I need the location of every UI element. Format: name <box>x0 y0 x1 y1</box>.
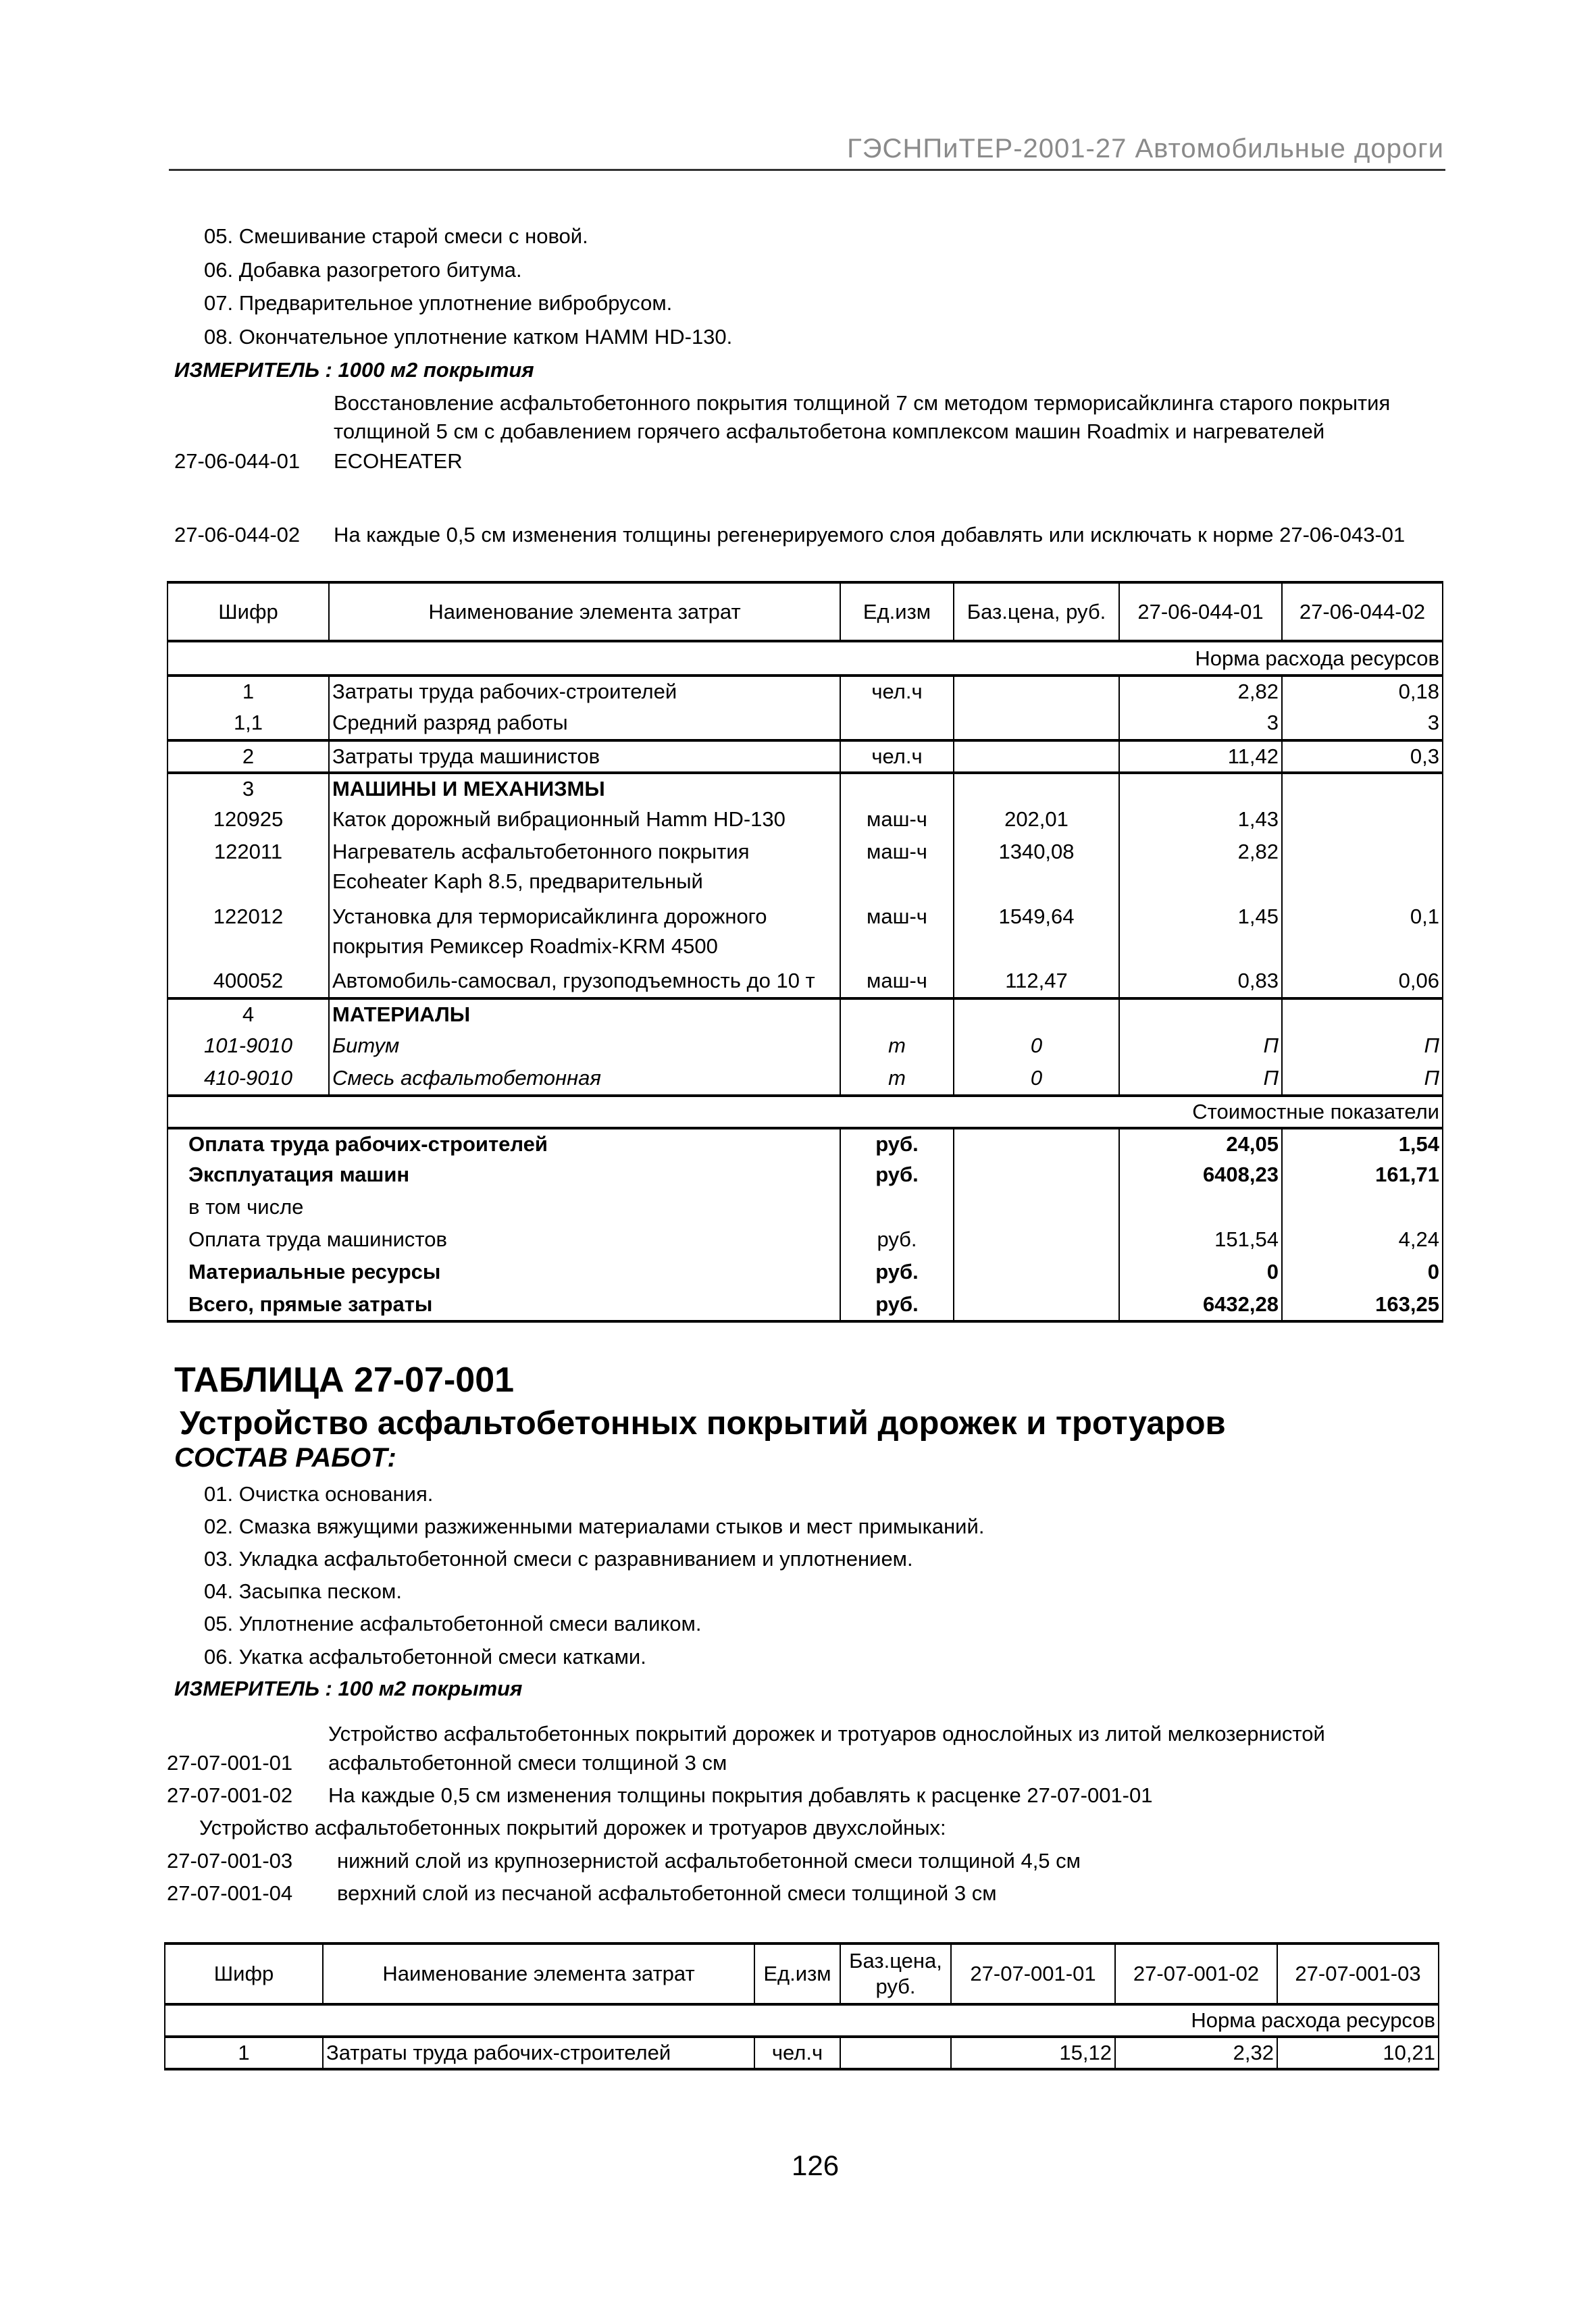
work-item: 04. Засыпка песком. <box>204 1579 402 1603</box>
norm-code: 27-07-001-01 <box>167 1751 293 1775</box>
row-base-price <box>954 676 1119 708</box>
row-name <box>329 1063 840 1096</box>
header-rule <box>169 169 1445 171</box>
row-name-line: покрытия Ремиксер Roadmix-KRM 4500 <box>332 934 718 958</box>
page-number: 126 <box>792 2150 840 2181</box>
row-value-27-07-001-02: 2,32 <box>1115 2037 1277 2069</box>
norm-code: 27-07-001-03 <box>167 1849 293 1873</box>
row-name <box>329 676 840 708</box>
cost-row <box>168 1257 1443 1290</box>
row-unit <box>840 998 954 1031</box>
column-header: 27-07-001-01 <box>951 1943 1115 2004</box>
row-unit <box>840 708 954 740</box>
table-row <box>168 676 1443 708</box>
row-name-line: Ecoheater Kaph 8.5, предварительный <box>332 869 703 894</box>
row-value-27-06-044-02 <box>1282 837 1443 902</box>
cost-value-27-06-044-02: 163,25 <box>1282 1290 1443 1322</box>
row-value-27-06-044-02: П <box>1282 1031 1443 1063</box>
cost-value-27-06-044-02: 1,54 <box>1282 1128 1443 1161</box>
row-name-line: МАШИНЫ И МЕХАНИЗМЫ <box>332 776 605 800</box>
row-base-price: 0 <box>954 1031 1119 1063</box>
cost-base-price <box>954 1290 1119 1322</box>
norm-description: асфальтобетонной смеси толщиной 3 см <box>328 1751 727 1775</box>
cost-row <box>168 1290 1443 1322</box>
cost-value-27-06-044-01: 6408,23 <box>1119 1160 1282 1192</box>
norma-label: Норма расхода ресурсов <box>165 2004 1439 2037</box>
row-base-price: 0 <box>954 1063 1119 1096</box>
row-value-27-06-044-01: 1,43 <box>1119 805 1282 837</box>
row-value-27-06-044-02: 0,18 <box>1282 676 1443 708</box>
row-code: 122011 <box>168 837 329 902</box>
running-header: ГЭСНПиТЕР-2001-27 Автомобильные дороги <box>847 134 1444 163</box>
table-subtitle: Устройство асфальтобетонных покрытий дорожек и тротуаров <box>180 1405 1226 1442</box>
row-value-27-06-044-01: 1,45 <box>1119 902 1282 967</box>
meter-label: ИЗМЕРИТЕЛЬ : 100 м2 покрытия <box>174 1677 523 1700</box>
table-body <box>165 1943 1439 2069</box>
row-base-price: 1549,64 <box>954 902 1119 967</box>
cost-value-27-06-044-01: 24,05 <box>1119 1128 1282 1161</box>
row-value-27-07-001-03: 10,21 <box>1277 2037 1439 2069</box>
row-value-27-06-044-01: 2,82 <box>1119 676 1282 708</box>
cost-name: Всего, прямые затраты <box>168 1290 840 1322</box>
row-base-price <box>954 998 1119 1031</box>
resource-table-27-07-001 <box>164 1942 1439 2070</box>
norm-description: Устройство асфальтобетонных покрытий дорожек и тротуаров двухслойных: <box>199 1816 946 1839</box>
row-unit: чел.ч <box>754 2037 840 2069</box>
row-value-27-06-044-02: П <box>1282 1063 1443 1096</box>
row-code: 1 <box>165 2037 323 2069</box>
row-value-27-06-044-02: 0,1 <box>1282 902 1443 967</box>
cost-name: Материальные ресурсы <box>168 1257 840 1290</box>
cost-row <box>168 1160 1443 1192</box>
row-base-price <box>954 740 1119 773</box>
table-row <box>168 805 1443 837</box>
table-row <box>168 998 1443 1031</box>
row-base-price: 1340,08 <box>954 837 1119 902</box>
column-header: 27-06-044-01 <box>1119 582 1282 641</box>
norm-description: Устройство асфальтобетонных покрытий дорожек и тротуаров однослойных из литой мелкозернистой <box>328 1722 1325 1746</box>
cost-value-27-06-044-02: 4,24 <box>1282 1225 1443 1257</box>
row-unit <box>840 773 954 805</box>
work-item: 06. Добавка разогретого битума. <box>204 258 522 282</box>
cost-base-price <box>954 1257 1119 1290</box>
table-row <box>168 773 1443 805</box>
row-name <box>329 837 840 902</box>
cost-name: Оплата труда рабочих-строителей <box>168 1128 840 1161</box>
column-header: Ед.изм <box>840 582 954 641</box>
table-row <box>168 1063 1443 1096</box>
column-header: Шифр <box>165 1943 323 2004</box>
row-value-27-06-044-01: 0,83 <box>1119 966 1282 998</box>
cost-name: Оплата труда машинистов <box>168 1225 840 1257</box>
row-value-27-06-044-02 <box>1282 998 1443 1031</box>
row-unit: маш-ч <box>840 902 954 967</box>
row-name-line: Автомобиль-самосвал, грузоподъемность до 10 т <box>332 969 815 993</box>
row-value-27-06-044-02 <box>1282 805 1443 837</box>
row-value-27-07-001-01: 15,12 <box>951 2037 1115 2069</box>
row-name-line: МАТЕРИАЛЫ <box>332 1002 471 1027</box>
row-value-27-06-044-01 <box>1119 998 1282 1031</box>
row-value-27-06-044-02: 0,3 <box>1282 740 1443 773</box>
row-name-line: Каток дорожный вибрационный Hamm HD-130 <box>332 807 786 832</box>
cost-value-27-06-044-01: 151,54 <box>1119 1225 1282 1257</box>
row-code: 122012 <box>168 902 329 967</box>
row-value-27-06-044-02: 0,06 <box>1282 966 1443 998</box>
row-name <box>329 902 840 967</box>
norm-description: толщиной 5 см с добавлением горячего асфальтобетона комплексом машин Roadmix и нагревателей <box>334 420 1325 443</box>
work-item: 02. Смазка вяжущими разжиженными материалами стыков и мест примыканий. <box>204 1515 985 1538</box>
row-name <box>329 998 840 1031</box>
row-code: 1 <box>168 676 329 708</box>
column-header: 27-07-001-03 <box>1277 1943 1439 2004</box>
section-label-row <box>168 641 1443 676</box>
table-header-row <box>168 582 1443 641</box>
row-base-price <box>954 773 1119 805</box>
column-header: Баз.цена, руб. <box>840 1943 951 2004</box>
cost-unit: руб. <box>840 1225 954 1257</box>
cost-base-price <box>954 1128 1119 1161</box>
row-unit: т <box>840 1063 954 1096</box>
column-header: 27-06-044-02 <box>1282 582 1443 641</box>
row-name-line: Затраты труда рабочих-строителей <box>332 680 677 703</box>
row-name-line: Смесь асфальтобетонная <box>332 1065 601 1090</box>
row-name: Затраты труда рабочих-строителей <box>323 2037 754 2069</box>
cost-base-price <box>954 1192 1119 1225</box>
row-code: 2 <box>168 740 329 773</box>
cost-row <box>168 1192 1443 1225</box>
row-value-27-06-044-02 <box>1282 773 1443 805</box>
row-unit: маш-ч <box>840 837 954 902</box>
row-unit: чел.ч <box>840 740 954 773</box>
row-base-price <box>954 708 1119 740</box>
row-name-line: Битум <box>332 1033 400 1057</box>
row-value-27-06-044-01 <box>1119 773 1282 805</box>
row-code: 1,1 <box>168 708 329 740</box>
row-value-27-06-044-01: 2,82 <box>1119 837 1282 902</box>
cost-label: Стоимостные показатели <box>168 1096 1443 1128</box>
cost-name: Эксплуатация машин <box>168 1160 840 1192</box>
table-row <box>168 902 1443 967</box>
row-base-price: 112,47 <box>954 966 1119 998</box>
work-item: 03. Укладка асфальтобетонной смеси с разравниванием и уплотнением. <box>204 1547 913 1571</box>
section-label-row <box>168 1096 1443 1128</box>
row-unit: маш-ч <box>840 966 954 998</box>
row-base-price: 202,01 <box>954 805 1119 837</box>
table-row <box>168 740 1443 773</box>
row-value-27-06-044-01: 11,42 <box>1119 740 1282 773</box>
cost-value-27-06-044-01: 0 <box>1119 1257 1282 1290</box>
table-row <box>168 966 1443 998</box>
norma-label: Норма расхода ресурсов <box>168 641 1443 676</box>
cost-name: в том числе <box>168 1192 840 1225</box>
row-value-27-06-044-02: 3 <box>1282 708 1443 740</box>
cost-base-price <box>954 1225 1119 1257</box>
table-body <box>168 582 1443 1321</box>
row-name <box>329 708 840 740</box>
cost-value-27-06-044-02 <box>1282 1192 1443 1225</box>
row-value-27-06-044-01: П <box>1119 1063 1282 1096</box>
column-header: Шифр <box>168 582 329 641</box>
norm-code: 27-07-001-04 <box>167 1881 293 1905</box>
cost-row <box>168 1128 1443 1161</box>
row-code: 3 <box>168 773 329 805</box>
table-row <box>168 1031 1443 1063</box>
row-code: 410-9010 <box>168 1063 329 1096</box>
work-item: 05. Уплотнение асфальтобетонной смеси валиком. <box>204 1612 702 1635</box>
section-label-row <box>165 2004 1439 2037</box>
cost-base-price <box>954 1160 1119 1192</box>
work-item: 06. Укатка асфальтобетонной смеси катками. <box>204 1645 646 1669</box>
row-name-line: Средний разряд работы <box>332 710 568 734</box>
row-name <box>329 740 840 773</box>
work-item: 05. Смешивание старой смеси с новой. <box>204 224 588 248</box>
column-header: Баз.цена, руб. <box>954 582 1119 641</box>
row-unit: т <box>840 1031 954 1063</box>
row-name-line: Нагреватель асфальтобетонного покрытия <box>332 840 750 864</box>
norm-description: На каждые 0,5 см изменения толщины покрытия добавлять к расценке 27-07-001-01 <box>328 1783 1153 1807</box>
norm-code: 27-06-044-01 <box>174 449 301 473</box>
cost-unit <box>840 1192 954 1225</box>
norm-description: ECOHEATER <box>334 449 463 473</box>
norm-description: Восстановление асфальтобетонного покрытия толщиной 7 см методом терморисайклинга старого покрытия <box>334 391 1391 415</box>
work-item: 01. Очистка основания. <box>204 1482 434 1506</box>
cost-value-27-06-044-01: 6432,28 <box>1119 1290 1282 1322</box>
cost-row <box>168 1225 1443 1257</box>
column-header: Ед.изм <box>754 1943 840 2004</box>
row-code: 4 <box>168 998 329 1031</box>
row-value-27-06-044-01: П <box>1119 1031 1282 1063</box>
table-row <box>165 2037 1439 2069</box>
row-name-line: Затраты труда машинистов <box>332 744 600 768</box>
table-title: ТАБЛИЦА 27-07-001 <box>174 1361 515 1400</box>
norm-description: верхний слой из песчаной асфальтобетонной смеси толщиной 3 см <box>337 1881 997 1905</box>
meter-label: ИЗМЕРИТЕЛЬ : 1000 м2 покрытия <box>174 358 534 382</box>
row-code: 101-9010 <box>168 1031 329 1063</box>
row-name-line: Установка для терморисайклинга дорожного <box>332 904 767 928</box>
row-code: 120925 <box>168 805 329 837</box>
table-header-row <box>165 1943 1439 2004</box>
column-header: Наименование элемента затрат <box>329 582 840 641</box>
cost-value-27-06-044-01 <box>1119 1192 1282 1225</box>
column-header: 27-07-001-02 <box>1115 1943 1277 2004</box>
work-item: 07. Предварительное уплотнение вибробрусом. <box>204 291 673 315</box>
work-item: 08. Окончательное уплотнение катком HAMM HD-130. <box>204 325 733 349</box>
cost-value-27-06-044-02: 0 <box>1282 1257 1443 1290</box>
composition-label: СОСТАВ РАБОТ: <box>174 1443 396 1473</box>
row-code: 400052 <box>168 966 329 998</box>
table-row <box>168 708 1443 740</box>
cost-unit: руб. <box>840 1128 954 1161</box>
cost-unit: руб. <box>840 1290 954 1322</box>
row-name <box>329 773 840 805</box>
row-name <box>329 966 840 998</box>
row-name <box>329 1031 840 1063</box>
row-name <box>329 805 840 837</box>
table-row <box>168 837 1443 902</box>
cost-unit: руб. <box>840 1160 954 1192</box>
cost-unit: руб. <box>840 1257 954 1290</box>
norm-code: 27-07-001-02 <box>167 1783 293 1807</box>
row-unit: чел.ч <box>840 676 954 708</box>
resource-table-27-06-044 <box>167 581 1443 1323</box>
norm-description: нижний слой из крупнозернистой асфальтобетонной смеси толщиной 4,5 см <box>337 1849 1081 1873</box>
norm-code: 27-06-044-02 <box>174 523 301 547</box>
row-unit: маш-ч <box>840 805 954 837</box>
row-base-price <box>840 2037 951 2069</box>
column-header: Наименование элемента затрат <box>323 1943 754 2004</box>
norm-description: На каждые 0,5 см изменения толщины регенерируемого слоя добавлять или исключать к норме 27-06-043-01 <box>334 523 1406 547</box>
row-value-27-06-044-01: 3 <box>1119 708 1282 740</box>
cost-value-27-06-044-02: 161,71 <box>1282 1160 1443 1192</box>
